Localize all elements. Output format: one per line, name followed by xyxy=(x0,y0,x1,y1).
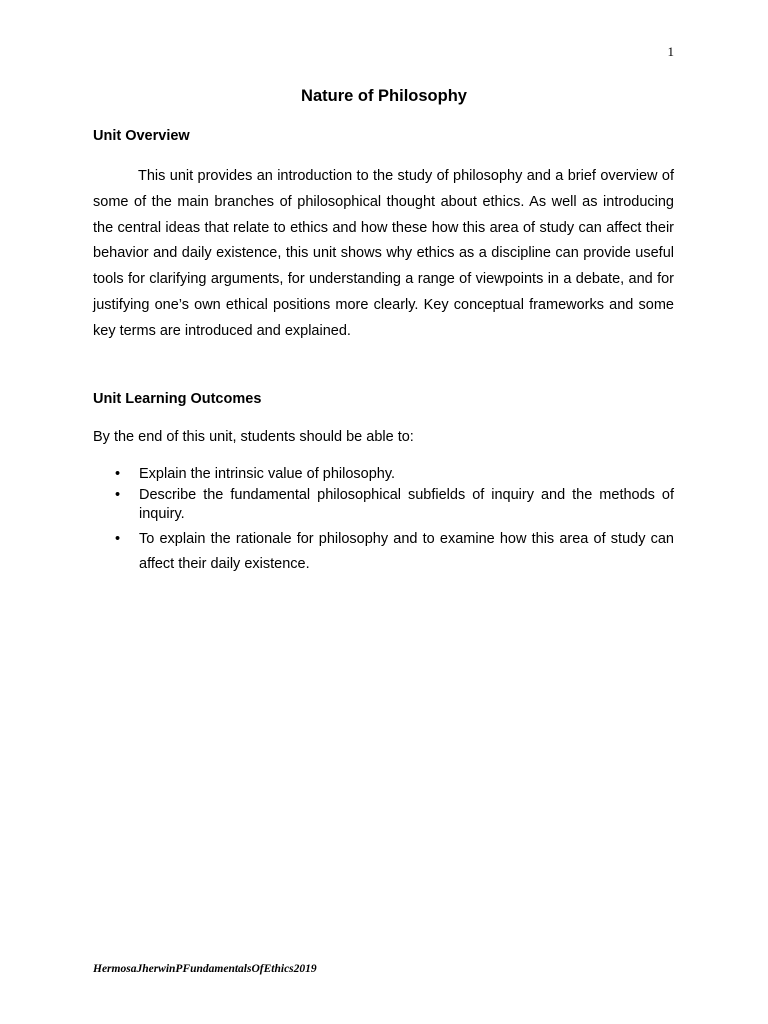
list-item xyxy=(93,527,674,577)
learning-outcomes-heading: Unit Learning Outcomes xyxy=(93,391,262,407)
outcome-text: To explain the rationale for philosophy and to examine how this area of study can affect their daily existence. xyxy=(139,531,674,572)
page-title: Nature of Philosophy xyxy=(301,87,467,105)
unit-overview-paragraph: This unit provides an introduction to the study of philosophy and a brief overview of some of the main branches of philosophical thought about ethics. As well as introducing the central ideas that relate to ethics and how these how this area of study can affect their behavior and daily existence, this unit shows why ethics as a discipline can provide useful tools for clarifying arguments, for understanding a range of viewpoints in a debate, and for justifying one’s own ethical positions more clearly. Key conceptual frameworks and some key terms are introduced and explained. xyxy=(93,168,674,339)
footer-credit: HermosaJherwinPFundamentalsOfEthics2019 xyxy=(93,963,317,975)
page-number: 1 xyxy=(667,44,674,59)
learning-outcomes-intro: By the end of this unit, students should be able to: xyxy=(93,429,414,445)
bullet-icon: • xyxy=(115,487,121,503)
bullet-icon: • xyxy=(115,531,121,547)
learning-outcomes-list xyxy=(93,465,674,577)
list-item xyxy=(93,465,674,484)
unit-overview-heading: Unit Overview xyxy=(93,128,190,144)
list-item xyxy=(93,486,674,524)
outcome-text: Describe the fundamental philosophical subfields of inquiry and the methods of inquiry. xyxy=(139,487,674,522)
bullet-icon: • xyxy=(115,466,121,482)
outcome-text: Explain the intrinsic value of philosophy. xyxy=(139,466,396,482)
